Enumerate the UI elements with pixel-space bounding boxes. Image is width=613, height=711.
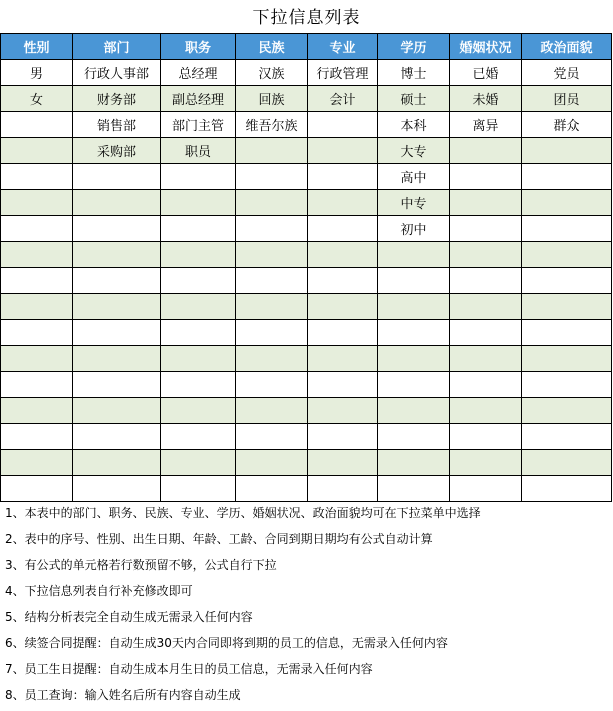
table-cell[interactable] bbox=[161, 476, 236, 502]
table-row bbox=[1, 476, 612, 502]
table-cell[interactable] bbox=[161, 164, 236, 190]
table-cell[interactable]: 本科 bbox=[378, 112, 450, 138]
table-row bbox=[1, 138, 612, 164]
table-row bbox=[1, 242, 612, 268]
table-cell[interactable] bbox=[161, 320, 236, 346]
table-cell[interactable] bbox=[378, 320, 450, 346]
table-cell[interactable] bbox=[236, 294, 308, 320]
table-cell[interactable] bbox=[236, 216, 308, 242]
table-cell[interactable] bbox=[378, 294, 450, 320]
table-cell[interactable] bbox=[73, 164, 161, 190]
table-cell[interactable] bbox=[236, 450, 308, 476]
table-cell[interactable] bbox=[236, 242, 308, 268]
table-cell[interactable] bbox=[522, 268, 612, 294]
table-cell[interactable]: 会计 bbox=[308, 86, 378, 112]
table-row bbox=[1, 60, 612, 86]
table-cell[interactable] bbox=[308, 112, 378, 138]
table-cell[interactable] bbox=[161, 190, 236, 216]
table-cell[interactable] bbox=[73, 450, 161, 476]
table-header-row bbox=[1, 34, 612, 60]
table-cell[interactable] bbox=[161, 346, 236, 372]
table-cell[interactable] bbox=[73, 346, 161, 372]
table-cell[interactable] bbox=[450, 294, 522, 320]
table-cell[interactable]: 团员 bbox=[522, 86, 612, 112]
table-cell[interactable]: 女 bbox=[1, 86, 73, 112]
table-cell[interactable] bbox=[1, 268, 73, 294]
table-cell[interactable] bbox=[1, 424, 73, 450]
table-cell[interactable] bbox=[1, 216, 73, 242]
note-item: 7、员工生日提醒：自动生成本月生日的员工信息，无需录入任何内容 bbox=[5, 662, 373, 676]
table-cell[interactable]: 行政管理 bbox=[308, 60, 378, 86]
table-cell[interactable]: 党员 bbox=[522, 60, 612, 86]
column-header: 政治面貌 bbox=[522, 34, 612, 60]
table-cell[interactable] bbox=[378, 424, 450, 450]
table-cell[interactable] bbox=[522, 216, 612, 242]
page-title: 下拉信息列表 bbox=[252, 8, 361, 28]
table-row bbox=[1, 398, 612, 424]
table-row bbox=[1, 424, 612, 450]
table-cell[interactable] bbox=[308, 242, 378, 268]
table-cell[interactable]: 部门主管 bbox=[161, 112, 236, 138]
table-cell[interactable] bbox=[73, 424, 161, 450]
table-cell[interactable] bbox=[450, 190, 522, 216]
column-header: 部门 bbox=[73, 34, 161, 60]
table-cell[interactable] bbox=[522, 424, 612, 450]
table-row bbox=[1, 268, 612, 294]
table-cell[interactable] bbox=[450, 398, 522, 424]
table-cell[interactable] bbox=[73, 476, 161, 502]
table-cell[interactable] bbox=[1, 190, 73, 216]
table-cell[interactable] bbox=[73, 372, 161, 398]
table-cell[interactable] bbox=[236, 320, 308, 346]
table-cell[interactable] bbox=[522, 242, 612, 268]
table-cell[interactable] bbox=[522, 476, 612, 502]
table-cell[interactable] bbox=[236, 268, 308, 294]
table-cell[interactable] bbox=[1, 398, 73, 424]
table-cell[interactable]: 采购部 bbox=[73, 138, 161, 164]
table-cell[interactable] bbox=[308, 164, 378, 190]
table-cell[interactable] bbox=[450, 476, 522, 502]
table-cell[interactable] bbox=[1, 112, 73, 138]
table-row bbox=[1, 320, 612, 346]
table-cell[interactable]: 财务部 bbox=[73, 86, 161, 112]
table-cell[interactable] bbox=[1, 138, 73, 164]
table-cell[interactable] bbox=[522, 450, 612, 476]
table-cell[interactable] bbox=[236, 190, 308, 216]
table-cell[interactable] bbox=[73, 320, 161, 346]
note-item: 1、本表中的部门、职务、民族、专业、学历、婚姻状况、政治面貌均可在下拉菜单中选择 bbox=[5, 506, 481, 520]
table-cell[interactable]: 回族 bbox=[236, 86, 308, 112]
table-cell[interactable] bbox=[450, 450, 522, 476]
table-cell[interactable] bbox=[73, 268, 161, 294]
table-cell[interactable]: 群众 bbox=[522, 112, 612, 138]
table-body bbox=[1, 60, 612, 502]
table-cell[interactable]: 汉族 bbox=[236, 60, 308, 86]
table-row bbox=[1, 450, 612, 476]
table-cell[interactable] bbox=[1, 294, 73, 320]
table-cell[interactable] bbox=[308, 138, 378, 164]
table-cell[interactable] bbox=[522, 398, 612, 424]
table-cell[interactable] bbox=[236, 372, 308, 398]
table-cell[interactable]: 硕士 bbox=[378, 86, 450, 112]
table-cell[interactable] bbox=[308, 450, 378, 476]
table-cell[interactable] bbox=[73, 398, 161, 424]
table-cell[interactable]: 初中 bbox=[378, 216, 450, 242]
note-item: 6、续签合同提醒：自动生成30天内合同即将到期的员工的信息，无需录入任何内容 bbox=[5, 636, 448, 650]
table-cell[interactable] bbox=[1, 164, 73, 190]
table-cell[interactable] bbox=[161, 242, 236, 268]
table-cell[interactable] bbox=[450, 242, 522, 268]
table-cell[interactable]: 副总经理 bbox=[161, 86, 236, 112]
table-cell[interactable] bbox=[450, 424, 522, 450]
notes-list bbox=[5, 503, 610, 711]
table-cell[interactable] bbox=[308, 294, 378, 320]
table-cell[interactable] bbox=[522, 372, 612, 398]
table-cell[interactable] bbox=[73, 294, 161, 320]
table-cell[interactable] bbox=[308, 268, 378, 294]
table-cell[interactable] bbox=[378, 346, 450, 372]
table-row bbox=[1, 216, 612, 242]
table-row bbox=[1, 164, 612, 190]
table-cell[interactable] bbox=[308, 320, 378, 346]
table-cell[interactable] bbox=[161, 450, 236, 476]
table-cell[interactable] bbox=[1, 320, 73, 346]
table-row bbox=[1, 346, 612, 372]
table-cell[interactable] bbox=[308, 476, 378, 502]
table-cell[interactable] bbox=[1, 476, 73, 502]
table-cell[interactable] bbox=[161, 294, 236, 320]
table-cell[interactable] bbox=[73, 242, 161, 268]
table-cell[interactable] bbox=[1, 242, 73, 268]
table-cell[interactable]: 博士 bbox=[378, 60, 450, 86]
table-cell[interactable] bbox=[378, 398, 450, 424]
table-cell[interactable] bbox=[236, 424, 308, 450]
table-cell[interactable] bbox=[522, 138, 612, 164]
table-cell[interactable]: 总经理 bbox=[161, 60, 236, 86]
table-row bbox=[1, 86, 612, 112]
table-cell[interactable] bbox=[161, 268, 236, 294]
table-cell[interactable] bbox=[450, 138, 522, 164]
table-cell[interactable] bbox=[161, 424, 236, 450]
column-header: 专业 bbox=[308, 34, 378, 60]
table-cell[interactable] bbox=[308, 216, 378, 242]
table-cell[interactable]: 职员 bbox=[161, 138, 236, 164]
table-cell[interactable]: 未婚 bbox=[450, 86, 522, 112]
table-cell[interactable] bbox=[308, 346, 378, 372]
table-cell[interactable] bbox=[236, 164, 308, 190]
table-cell[interactable] bbox=[522, 164, 612, 190]
table-cell[interactable] bbox=[73, 216, 161, 242]
table-cell[interactable]: 大专 bbox=[378, 138, 450, 164]
column-header: 职务 bbox=[161, 34, 236, 60]
table-cell[interactable] bbox=[308, 372, 378, 398]
table-cell[interactable]: 男 bbox=[1, 60, 73, 86]
table-cell[interactable] bbox=[161, 398, 236, 424]
table-cell[interactable] bbox=[236, 346, 308, 372]
column-header: 性别 bbox=[1, 34, 73, 60]
column-header: 学历 bbox=[378, 34, 450, 60]
table-cell[interactable]: 行政人事部 bbox=[73, 60, 161, 86]
table-row bbox=[1, 372, 612, 398]
table-cell[interactable] bbox=[450, 164, 522, 190]
column-header: 婚姻状况 bbox=[450, 34, 522, 60]
table-cell[interactable] bbox=[1, 346, 73, 372]
dropdown-info-table bbox=[0, 33, 612, 502]
table-cell[interactable] bbox=[450, 320, 522, 346]
column-header: 民族 bbox=[236, 34, 308, 60]
table-cell[interactable] bbox=[308, 424, 378, 450]
table-cell[interactable] bbox=[161, 372, 236, 398]
table-cell[interactable]: 高中 bbox=[378, 164, 450, 190]
table-row bbox=[1, 190, 612, 216]
table-cell[interactable] bbox=[522, 190, 612, 216]
note-item: 4、下拉信息列表自行补充修改即可 bbox=[5, 584, 193, 598]
table-cell[interactable] bbox=[236, 398, 308, 424]
table-cell[interactable] bbox=[73, 190, 161, 216]
table-cell[interactable] bbox=[236, 138, 308, 164]
table-cell[interactable]: 已婚 bbox=[450, 60, 522, 86]
table-cell[interactable] bbox=[236, 476, 308, 502]
table-cell[interactable] bbox=[378, 242, 450, 268]
table-row bbox=[1, 294, 612, 320]
table-cell[interactable] bbox=[450, 346, 522, 372]
table-cell[interactable] bbox=[522, 294, 612, 320]
table-cell[interactable] bbox=[1, 372, 73, 398]
table-cell[interactable] bbox=[378, 268, 450, 294]
note-item: 8、员工查询：输入姓名后所有内容自动生成 bbox=[5, 688, 241, 702]
table-cell[interactable] bbox=[1, 450, 73, 476]
table-cell[interactable] bbox=[378, 372, 450, 398]
table-cell[interactable]: 维吾尔族 bbox=[236, 112, 308, 138]
table-cell[interactable] bbox=[161, 216, 236, 242]
table-cell[interactable] bbox=[378, 450, 450, 476]
note-item: 5、结构分析表完全自动生成无需录入任何内容 bbox=[5, 610, 253, 624]
table-cell[interactable] bbox=[450, 216, 522, 242]
table-cell[interactable] bbox=[450, 268, 522, 294]
note-item: 3、有公式的单元格若行数预留不够，公式自行下拉 bbox=[5, 558, 277, 572]
table-cell[interactable]: 销售部 bbox=[73, 112, 161, 138]
note-item: 2、表中的序号、性别、出生日期、年龄、工龄、合同到期日期均有公式自动计算 bbox=[5, 532, 433, 546]
table-cell[interactable]: 中专 bbox=[378, 190, 450, 216]
table-cell[interactable]: 离异 bbox=[450, 112, 522, 138]
table-cell[interactable] bbox=[308, 190, 378, 216]
table-cell[interactable] bbox=[522, 320, 612, 346]
table-cell[interactable] bbox=[378, 476, 450, 502]
table-cell[interactable] bbox=[308, 398, 378, 424]
table-cell[interactable] bbox=[522, 346, 612, 372]
table-cell[interactable] bbox=[450, 372, 522, 398]
table-row bbox=[1, 112, 612, 138]
